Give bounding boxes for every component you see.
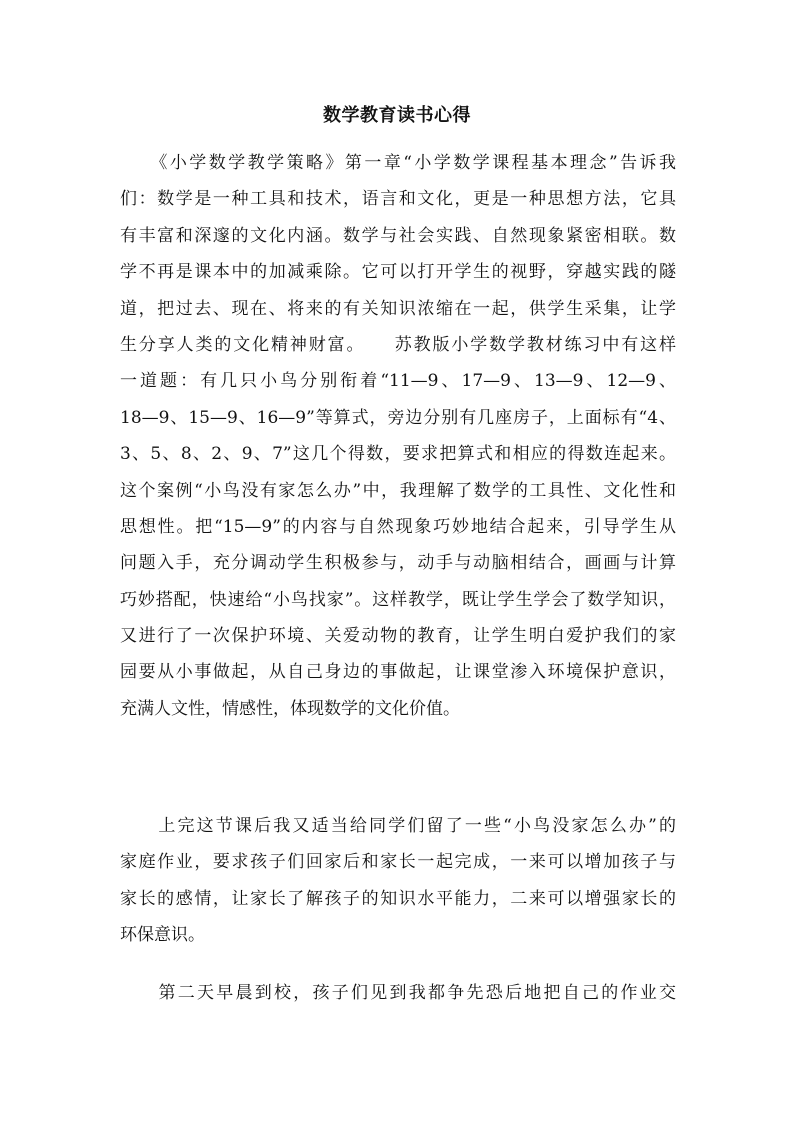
paragraph-3 <box>120 975 676 1011</box>
paragraph-line: 上完这节课后我又适当给同学们留了一些“小鸟没家怎么办”的 <box>120 816 676 836</box>
paragraph-line: 第二天早晨到校，孩子们见到我都争先恐后地把自己的作业交 <box>120 983 676 1003</box>
paragraph-line: 园要从小事做起，从自己身边的事做起，让课堂渗入环境保护意识， <box>120 662 676 683</box>
paragraph-line: 们：数学是一种工具和技术，语言和文化，更是一种思想方法，它具 <box>120 189 676 210</box>
paragraph-line: 生分享人类的文化精神财富。 苏教版小学数学教材练习中有这样 <box>120 334 676 355</box>
paragraph-line: 问题入手，充分调动学生积极参与，动手与动脑相结合，画画与计算 <box>120 553 676 574</box>
paragraph-line: 环保意识。 <box>120 925 205 946</box>
paragraph-line: 巧妙搭配，快速给“小鸟找家”。这样教学，既让学生学会了数学知识， <box>120 589 676 610</box>
document-title: 数学教育读书心得 <box>323 105 471 126</box>
paragraph-line: 《小学数学教学策略》第一章“小学数学课程基本理念”告诉我 <box>120 153 676 173</box>
paragraph-line: 这个案例“小鸟没有家怎么办”中，我理解了数学的工具性、文化性和 <box>120 480 676 501</box>
paragraph-line: 又进行了一次保护环境、关爱动物的教育，让学生明白爱护我们的家 <box>120 626 676 647</box>
paragraph-line: 充满人文性，情感性，体现数学的文化价值。 <box>120 698 460 719</box>
paragraph-line: 有丰富和深邃的文化内涵。数学与社会实践、自然现象紧密相联。数 <box>120 225 676 246</box>
paragraph-line: 3、5、8、2、9、7”这几个得数，要求把算式和相应的得数连起来。 <box>120 444 676 465</box>
paragraph-line: 家庭作业，要求孩子们回家后和家长一起完成，一来可以增加孩子与 <box>120 852 676 873</box>
paragraph-line: 学不再是课本中的加减乘除。它可以打开学生的视野，穿越实践的隧 <box>120 262 676 283</box>
paragraph-1 <box>120 145 676 727</box>
paragraph-line: 道，把过去、现在、将来的有关知识浓缩在一起，供学生采集，让学 <box>120 298 676 319</box>
paragraph-line: 18—9、15—9、16—9”等算式，旁边分别有几座房子，上面标有“4、 <box>120 407 676 428</box>
paragraph-2 <box>120 808 676 954</box>
paragraph-line: 思想性。把“15—9”的内容与自然现象巧妙地结合起来，引导学生从 <box>120 516 676 537</box>
paragraph-line: 一道题：有几只小鸟分别衔着“11—9、17—9、13—9、12—9、 <box>120 371 676 392</box>
paragraph-line: 家长的感情，让家长了解孩子的知识水平能力，二来可以增强家长的 <box>120 888 676 909</box>
